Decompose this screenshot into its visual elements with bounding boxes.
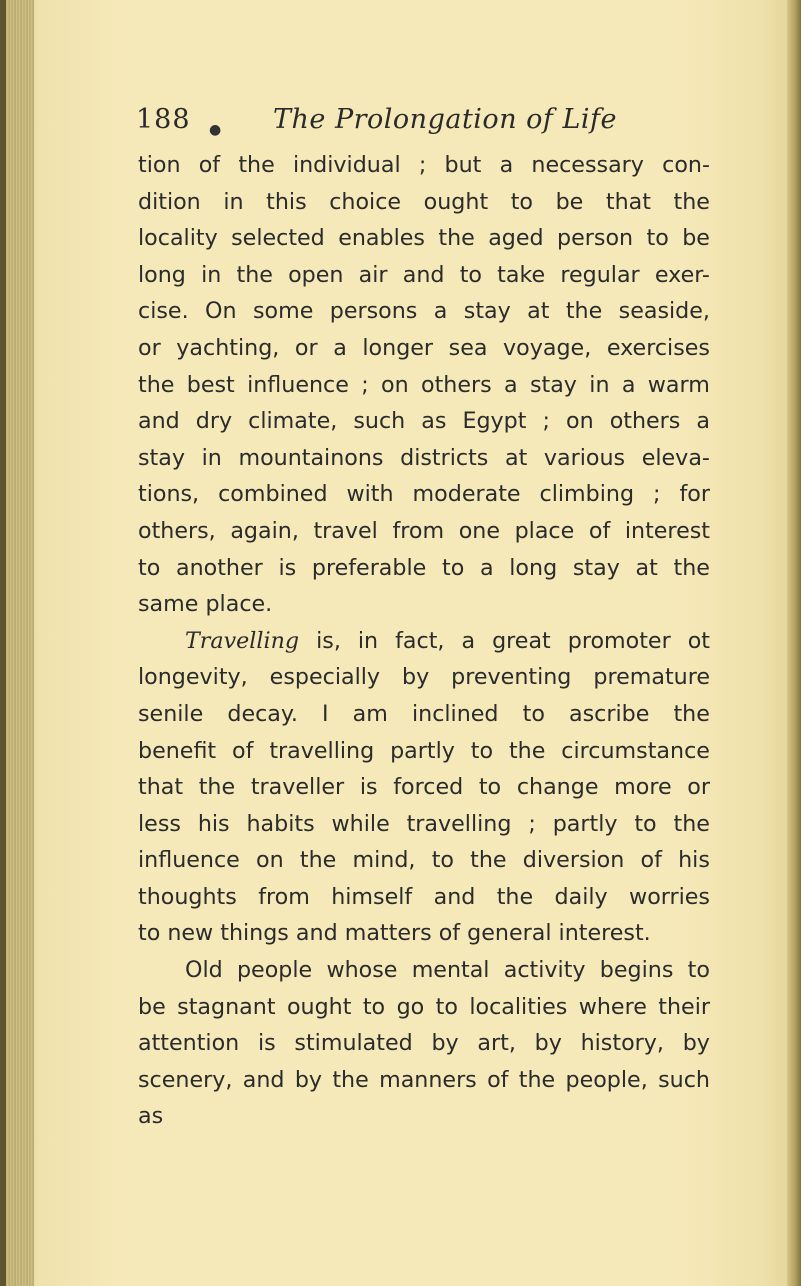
word: cise. <box>138 298 189 325</box>
word: attention <box>138 1030 240 1057</box>
word: air <box>358 261 388 288</box>
word: moderate <box>412 481 521 508</box>
word: a <box>504 371 518 398</box>
word: seaside, <box>618 298 710 325</box>
word: the <box>673 810 710 837</box>
word: of <box>232 737 254 764</box>
word: his <box>197 810 230 837</box>
word: that <box>605 188 651 215</box>
text-line <box>138 1062 710 1099</box>
word: the <box>673 188 710 215</box>
line-text: to new things and matters of general interest. <box>138 920 651 947</box>
word: at <box>504 444 528 471</box>
word: to <box>478 774 502 801</box>
word: to <box>138 554 161 581</box>
word: the <box>508 737 546 764</box>
word: to <box>459 261 482 288</box>
word: another <box>175 554 263 581</box>
word: people <box>236 957 313 984</box>
text-line <box>138 147 710 184</box>
word: their <box>658 993 710 1020</box>
word: tion <box>138 152 181 178</box>
word: circumstance <box>561 737 710 764</box>
word: some <box>252 298 314 325</box>
word: to <box>510 188 533 215</box>
word: is <box>257 1030 276 1057</box>
text-line <box>138 733 710 770</box>
word: by <box>682 1030 710 1057</box>
text-line <box>138 659 710 696</box>
text-line <box>138 696 710 733</box>
word: ; <box>361 371 369 398</box>
word: forced <box>393 774 464 801</box>
text-line <box>138 1025 710 1062</box>
word: where <box>578 993 647 1020</box>
word: con- <box>662 152 710 178</box>
word: senile <box>138 700 204 727</box>
text-line <box>138 550 710 587</box>
word: long <box>138 261 186 288</box>
word: a <box>621 371 636 398</box>
word: ought <box>286 993 352 1020</box>
word: mountainons <box>238 444 384 471</box>
word: Old <box>185 957 223 984</box>
word: such <box>658 1066 710 1093</box>
word: the <box>565 298 603 325</box>
word: localities <box>469 993 568 1020</box>
word: a <box>479 554 494 581</box>
word: the <box>238 152 275 178</box>
running-title: The Prolongation of Life <box>273 104 618 135</box>
word: travelling <box>406 810 512 837</box>
word: the <box>673 554 710 581</box>
word: On <box>205 298 237 325</box>
word: partly <box>552 810 618 837</box>
word: sea <box>448 334 488 361</box>
word: climate, <box>248 408 338 435</box>
text-line <box>138 989 710 1026</box>
binding-shadow <box>0 0 6 1286</box>
word: influence <box>247 371 349 398</box>
word: warm <box>647 371 710 398</box>
word: ; <box>653 481 661 508</box>
word: combined <box>218 481 328 508</box>
word: a <box>696 408 710 435</box>
text-line <box>138 184 710 221</box>
word: to <box>435 993 458 1020</box>
word: by <box>534 1030 562 1057</box>
word: others, <box>138 517 216 544</box>
word: a <box>461 627 476 654</box>
word: by <box>402 664 430 691</box>
word: the <box>236 261 273 288</box>
word: a <box>333 334 347 361</box>
word: himself <box>331 883 413 910</box>
word: enables <box>338 225 425 252</box>
word: and <box>433 883 476 910</box>
word: to <box>431 847 454 874</box>
word: stagnant <box>177 993 276 1020</box>
word: of <box>198 152 221 178</box>
word: by <box>294 1066 323 1093</box>
word: inclined <box>411 700 499 727</box>
word: is, <box>316 627 341 654</box>
word: benefit <box>138 737 217 764</box>
word: climbing <box>539 481 635 508</box>
text-line <box>138 220 710 257</box>
word: dry <box>195 408 233 435</box>
word: in <box>201 261 222 288</box>
text-line <box>138 915 710 952</box>
word: is <box>359 774 378 801</box>
line-text: as <box>138 1103 164 1130</box>
word: travel <box>313 517 378 544</box>
text-line <box>138 257 710 294</box>
word: others <box>421 371 492 398</box>
word: to <box>522 700 545 727</box>
word: of <box>640 847 662 874</box>
word: but <box>444 152 482 178</box>
word: aged <box>488 225 544 252</box>
word: less <box>138 810 181 837</box>
word: persons <box>329 298 418 325</box>
word: person <box>557 225 634 252</box>
word: the <box>198 774 236 801</box>
word: and <box>242 1066 285 1093</box>
word: of <box>487 1066 509 1093</box>
word: the <box>438 225 475 252</box>
word: of <box>588 517 611 544</box>
word: the <box>518 1066 556 1093</box>
word: long <box>509 554 558 581</box>
word: great <box>492 627 551 654</box>
word: Egypt <box>462 408 527 435</box>
word: interest <box>624 517 710 544</box>
text-line <box>138 513 710 550</box>
word: ot <box>687 627 710 654</box>
word: partly <box>390 737 455 764</box>
word: again, <box>230 517 299 544</box>
word: the <box>299 847 337 874</box>
word: that <box>138 774 184 801</box>
word: be <box>682 225 710 252</box>
word: ; <box>528 810 536 837</box>
word: on <box>381 371 409 398</box>
text-line <box>138 403 710 440</box>
word: fact, <box>395 627 445 654</box>
word: change <box>516 774 599 801</box>
word: his <box>678 847 710 874</box>
word: stay <box>463 298 511 325</box>
word: especially <box>269 664 381 691</box>
word: stimulated <box>294 1030 413 1057</box>
word: or <box>138 334 161 361</box>
word: activity <box>503 957 586 984</box>
word: at <box>527 298 550 325</box>
word: ought <box>423 188 489 215</box>
page-right-edge <box>787 0 801 1286</box>
word: or <box>687 774 710 801</box>
word: am <box>352 700 388 727</box>
word: traveller <box>250 774 345 801</box>
word: Travelling <box>185 627 300 654</box>
text-line <box>138 769 710 806</box>
word: begins <box>599 957 674 984</box>
word: while <box>331 810 390 837</box>
word: diversion <box>522 847 625 874</box>
text-line <box>138 476 710 513</box>
word: longevity, <box>138 664 248 691</box>
word: with <box>346 481 394 508</box>
word: manners <box>379 1066 477 1093</box>
word: more <box>614 774 672 801</box>
word: preferable <box>311 554 427 581</box>
word: exer- <box>654 261 710 288</box>
word: in <box>357 627 379 654</box>
page-number: 188 <box>136 104 191 135</box>
word: stay <box>572 554 620 581</box>
word: be <box>138 993 166 1020</box>
text-line <box>138 293 710 330</box>
word: to <box>634 810 657 837</box>
word: the <box>673 700 710 727</box>
word: premature <box>593 664 710 691</box>
word: a <box>499 152 514 178</box>
word: people, <box>565 1066 648 1093</box>
word: history, <box>580 1030 664 1057</box>
text-line <box>138 330 710 367</box>
word: individual <box>292 152 401 178</box>
word: the <box>332 1066 369 1093</box>
word: on <box>566 408 594 435</box>
word: as <box>421 408 447 435</box>
word: thoughts <box>138 883 237 910</box>
word: by <box>431 1030 459 1057</box>
word: in <box>589 371 610 398</box>
word: others <box>609 408 681 435</box>
word: this <box>266 188 307 215</box>
word: and <box>138 408 180 435</box>
word: eleva- <box>641 444 710 471</box>
word: take <box>497 261 546 288</box>
text-line <box>138 1098 710 1135</box>
word: ; <box>542 408 550 435</box>
word: necessary <box>531 152 644 178</box>
word: whose <box>326 957 398 984</box>
text-line <box>138 623 710 660</box>
word: from <box>258 883 310 910</box>
word: the <box>138 371 175 398</box>
text-line <box>138 842 710 879</box>
word: yachting, <box>176 334 280 361</box>
word: in <box>223 188 244 215</box>
word: in <box>201 444 222 471</box>
word: voyage, <box>503 334 592 361</box>
word: at <box>635 554 658 581</box>
word: locality <box>138 225 218 252</box>
word: one <box>458 517 500 544</box>
text-line <box>138 440 710 477</box>
word: longer <box>362 334 434 361</box>
word: preventing <box>451 664 572 691</box>
line-text: same place. <box>138 591 273 618</box>
word: I <box>322 700 329 727</box>
word: best <box>186 371 235 398</box>
word: mental <box>411 957 490 984</box>
word: choice <box>329 188 402 215</box>
word: travelling <box>269 737 375 764</box>
word: promoter <box>567 627 671 654</box>
word: tions, <box>138 481 200 508</box>
word: mind, <box>352 847 416 874</box>
word: regular <box>560 261 640 288</box>
text-line <box>138 952 710 989</box>
word: to <box>442 554 465 581</box>
word: to <box>470 737 494 764</box>
text-line <box>138 586 710 623</box>
word: or <box>294 334 318 361</box>
text-line <box>138 879 710 916</box>
word: exercises <box>606 334 710 361</box>
word: stay <box>138 444 185 471</box>
text-line <box>138 367 710 404</box>
word: and <box>402 261 445 288</box>
word: be <box>555 188 584 215</box>
word: stay <box>529 371 577 398</box>
word: from <box>392 517 445 544</box>
word: districts <box>400 444 489 471</box>
word: for <box>679 481 710 508</box>
word: such <box>353 408 406 435</box>
word: a <box>433 298 448 325</box>
word: daily <box>554 883 608 910</box>
word: the <box>470 847 507 874</box>
word: go <box>396 993 425 1020</box>
word: ascribe <box>569 700 650 727</box>
word: open <box>288 261 344 288</box>
word: habits <box>246 810 315 837</box>
word: various <box>543 444 626 471</box>
word: the <box>496 883 534 910</box>
word: ; <box>418 152 427 178</box>
word: to <box>646 225 669 252</box>
word: worries <box>629 883 710 910</box>
word: decay. <box>227 700 298 727</box>
ornament-mark: ● <box>209 122 222 138</box>
text-line <box>138 806 710 843</box>
word: dition <box>138 188 201 215</box>
word: place <box>514 517 575 544</box>
word: to <box>362 993 386 1020</box>
page-header <box>136 104 696 144</box>
body-text <box>138 147 710 1135</box>
word: is <box>278 554 297 581</box>
word: art, <box>477 1030 516 1057</box>
word: influence <box>138 847 240 874</box>
word: selected <box>231 225 325 252</box>
word: scenery, <box>138 1066 233 1093</box>
word: to <box>687 957 710 984</box>
word: on <box>256 847 284 874</box>
